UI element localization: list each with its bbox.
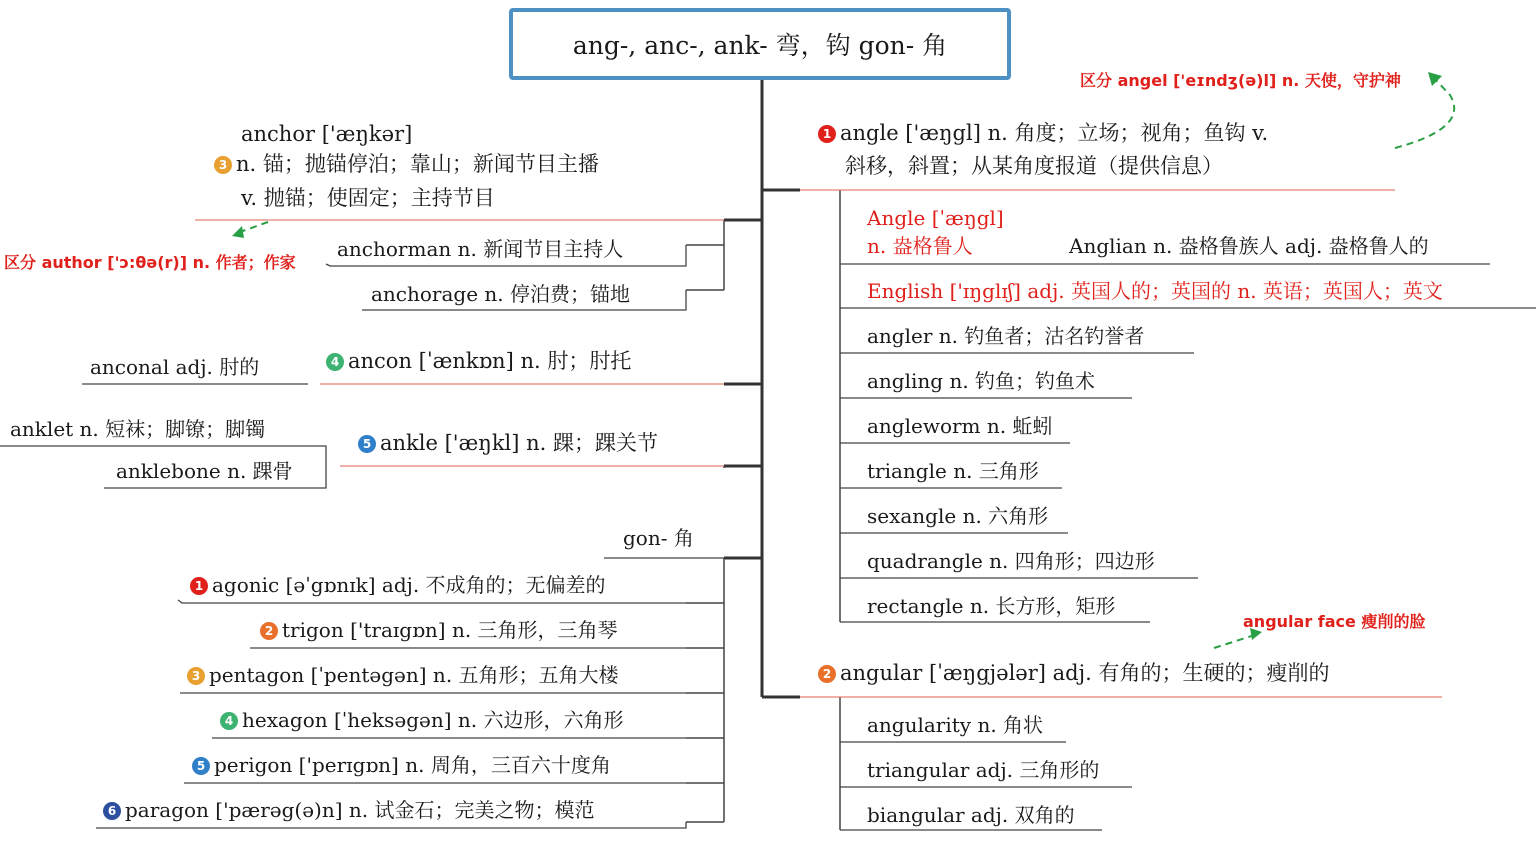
gon-child-text: trigon ['traɪgɒn] n. 三角形，三角琴 [282, 618, 618, 642]
angle-proper-1: Angle [ˈæŋgl] [867, 206, 1004, 230]
gon-child-1 [190, 572, 606, 598]
angle-child-7: rectangle n. 长方形，矩形 [867, 594, 1116, 618]
angle-child-2: angling n. 钓鱼；钓鱼术 [867, 369, 1096, 393]
gon-child-5 [192, 752, 611, 778]
anchor-line2 [214, 151, 599, 177]
ancon-label: ancon [ˈænkɒn] n. 肘；肘托 [348, 349, 632, 373]
number-badge: 1 [190, 577, 208, 595]
number-badge: 4 [220, 712, 238, 730]
angular-child-1: angularity n. 角状 [867, 713, 1044, 737]
angular-child-2: triangular adj. 三角形的 [867, 758, 1100, 782]
ancon-node [326, 348, 631, 374]
english-item: English ['ɪŋglɪʃ] adj. 英国人的；英国的 n. 英语；英国人；英文 [867, 279, 1443, 303]
number-badge: 3 [187, 667, 205, 685]
ancon-child-1: anconal adj. 肘的 [90, 355, 260, 379]
anchor-noun: n. 锚；抛锚停泊；靠山；新闻节目主播 [236, 152, 599, 176]
gon-child-3 [187, 662, 619, 688]
anchor-verb: v. 抛锚；使固定；主持节目 [241, 186, 495, 210]
gon-child-text: pentagon [ˈpentəgən] n. 五角形；五角大楼 [209, 663, 619, 687]
root-node [509, 8, 1011, 80]
gon-child-2 [260, 617, 618, 643]
angle-child-1: angler n. 钓鱼者；沽名钓誉者 [867, 324, 1145, 348]
ankle-child-2: anklebone n. 踝骨 [116, 459, 293, 483]
number-badge: 5 [192, 757, 210, 775]
gon-child-text: hexagon [ˈheksəgən] n. 六边形，六角形 [242, 708, 624, 732]
anchor-child-2: anchorage n. 停泊费；锚地 [371, 282, 631, 306]
angle-child-3: angleworm n. 蚯蚓 [867, 414, 1053, 438]
root-label: ang-, anc-, ank- 弯，钩 gon- 角 [572, 31, 948, 60]
anchor-child-1: anchorman n. 新闻节目主持人 [337, 237, 624, 261]
gon-child-text: paragon ['pærəg(ə)n] n. 试金石；完美之物；模范 [125, 798, 595, 822]
angle-child-5: sexangle n. 六角形 [867, 504, 1049, 528]
number-badge: 3 [214, 156, 232, 174]
gon-child-text: agonic [əˈgɒnɪk] adj. 不成角的；无偏差的 [212, 573, 606, 597]
number-badge: 4 [326, 353, 344, 371]
gon-node: gon- 角 [623, 526, 694, 550]
number-badge: 2 [818, 665, 836, 683]
number-badge: 6 [103, 802, 121, 820]
number-badge: 5 [358, 435, 376, 453]
number-badge: 2 [260, 622, 278, 640]
gon-child-4 [220, 707, 624, 733]
angular-child-3: biangular adj. 双角的 [867, 803, 1075, 827]
ankle-label: ankle ['æŋkl] n. 踝；踝关节 [380, 431, 659, 455]
angle-line2: 斜移，斜置；从某角度报道（提供信息） [845, 154, 1223, 178]
angle-child-6: quadrangle n. 四角形；四边形 [867, 549, 1155, 573]
angle-headword: angle ['æŋgl] n. 角度；立场；视角；鱼钩 v. [840, 121, 1269, 145]
number-badge: 1 [818, 125, 836, 143]
angle-child-4: triangle n. 三角形 [867, 459, 1039, 483]
angle-node [818, 120, 1268, 146]
angular-node [818, 660, 1329, 686]
gon-child-6 [103, 797, 594, 823]
anchor-note: 区分 author ['ɔ:θə(r)] n. 作者；作家 [4, 253, 296, 272]
angle-proper-2: n. 盎格鲁人 [867, 234, 973, 258]
anglian-item: Anglian n. 盎格鲁族人 adj. 盎格鲁人的 [1069, 234, 1429, 258]
angular-note: angular face 瘦削的脸 [1243, 612, 1426, 631]
angular-label: angular [ˈæŋgjələr] adj. 有角的；生硬的；瘦削的 [840, 661, 1330, 685]
anchor-headword: anchor ['æŋkər] [241, 122, 413, 146]
gon-child-text: perigon ['perɪgɒn] n. 周角，三百六十度角 [214, 753, 611, 777]
ankle-child-1: anklet n. 短袜；脚镣；脚镯 [10, 417, 266, 441]
ankle-node [358, 430, 658, 456]
angle-note: 区分 angel ['eɪndʒ(ə)l] n. 天使，守护神 [1080, 71, 1401, 90]
